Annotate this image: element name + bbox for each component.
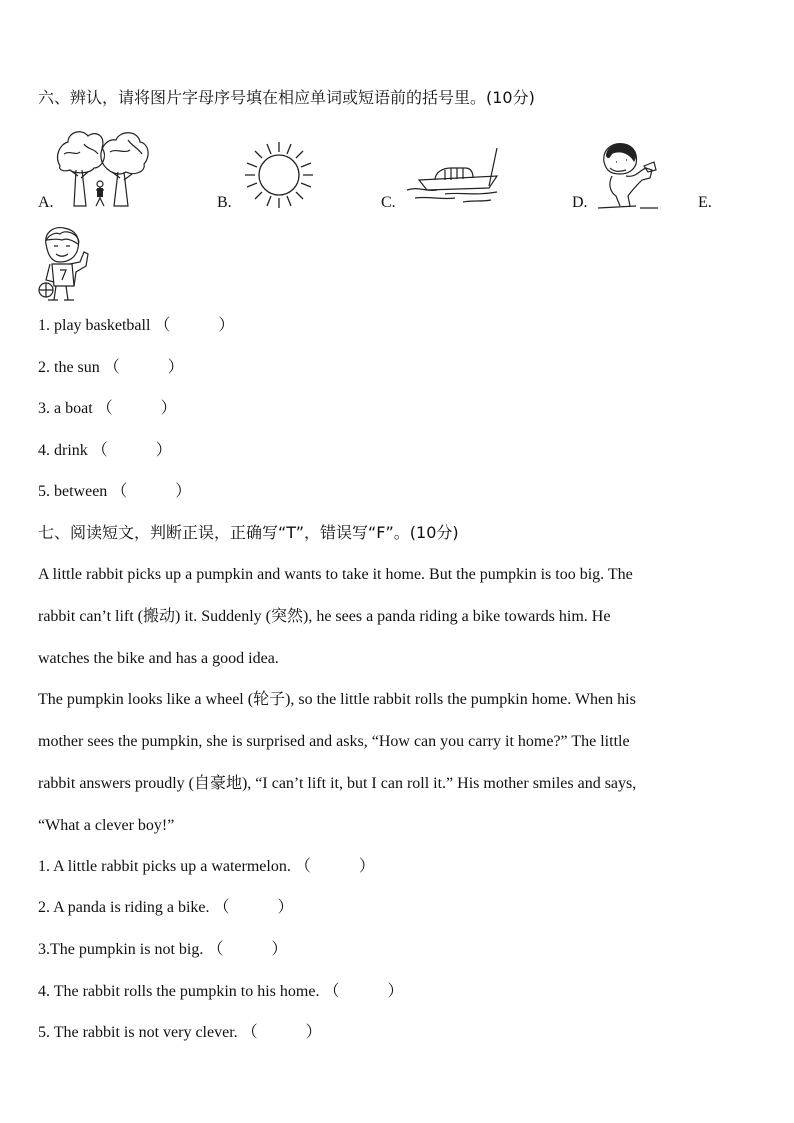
picture-label-e: E. <box>698 194 712 211</box>
section6-item-3: 3. a boat （ ） <box>38 400 177 417</box>
passage-line-6: rabbit answers proudly (自豪地), “I can’t lift it, but I can roll it.” His mother smiles and says, <box>38 775 637 792</box>
section6-item-4: 4. drink （ ） <box>38 442 172 459</box>
sun-icon <box>243 140 315 210</box>
picture-label-d: D. <box>572 194 588 211</box>
passage-line-4: The pumpkin looks like a wheel (轮子), so the little rabbit rolls the pumpkin home. When his <box>38 691 636 708</box>
boy-basketball-icon <box>36 226 94 302</box>
picture-label-a: A. <box>38 194 54 211</box>
passage-line-5: mother sees the pumpkin, she is surprised and asks, “How can you carry it home?” The little <box>38 733 630 750</box>
section7-item-3: 3.The pumpkin is not big. （ ） <box>38 941 288 958</box>
section6-item-2: 2. the sun （ ） <box>38 359 184 376</box>
picture-label-c: C. <box>381 194 396 211</box>
picture-label-b: B. <box>217 194 232 211</box>
section6-item-1: 1. play basketball （ ） <box>38 317 235 334</box>
girl-drinking-icon <box>596 140 660 210</box>
section7-heading: 七、阅读短文，判断正误，正确写“T”，错误写“F”。(10分) <box>38 523 459 542</box>
section7-item-2: 2. A panda is riding a bike. （ ） <box>38 899 294 916</box>
passage-line-7: “What a clever boy!” <box>38 817 175 834</box>
passage-line-3: watches the bike and has a good idea. <box>38 650 279 667</box>
passage-line-2: rabbit can’t lift (搬动) it. Suddenly (突然), he sees a panda riding a bike towards him. He <box>38 608 611 625</box>
section6-item-5: 5. between （ ） <box>38 483 192 500</box>
section7-item-5: 5. The rabbit is not very clever. （ ） <box>38 1024 322 1041</box>
section7-item-1: 1. A little rabbit picks up a watermelon. （ ） <box>38 858 375 875</box>
passage-line-1: A little rabbit picks up a pumpkin and wants to take it home. But the pumpkin is too big. The <box>38 566 633 583</box>
trees-and-person-icon <box>54 126 152 210</box>
section6-heading: 六、辨认，请将图片字母序号填在相应单词或短语前的括号里。(10分) <box>38 88 535 107</box>
section7-item-4: 4. The rabbit rolls the pumpkin to his home. （ ） <box>38 983 404 1000</box>
boat-icon <box>405 146 505 206</box>
